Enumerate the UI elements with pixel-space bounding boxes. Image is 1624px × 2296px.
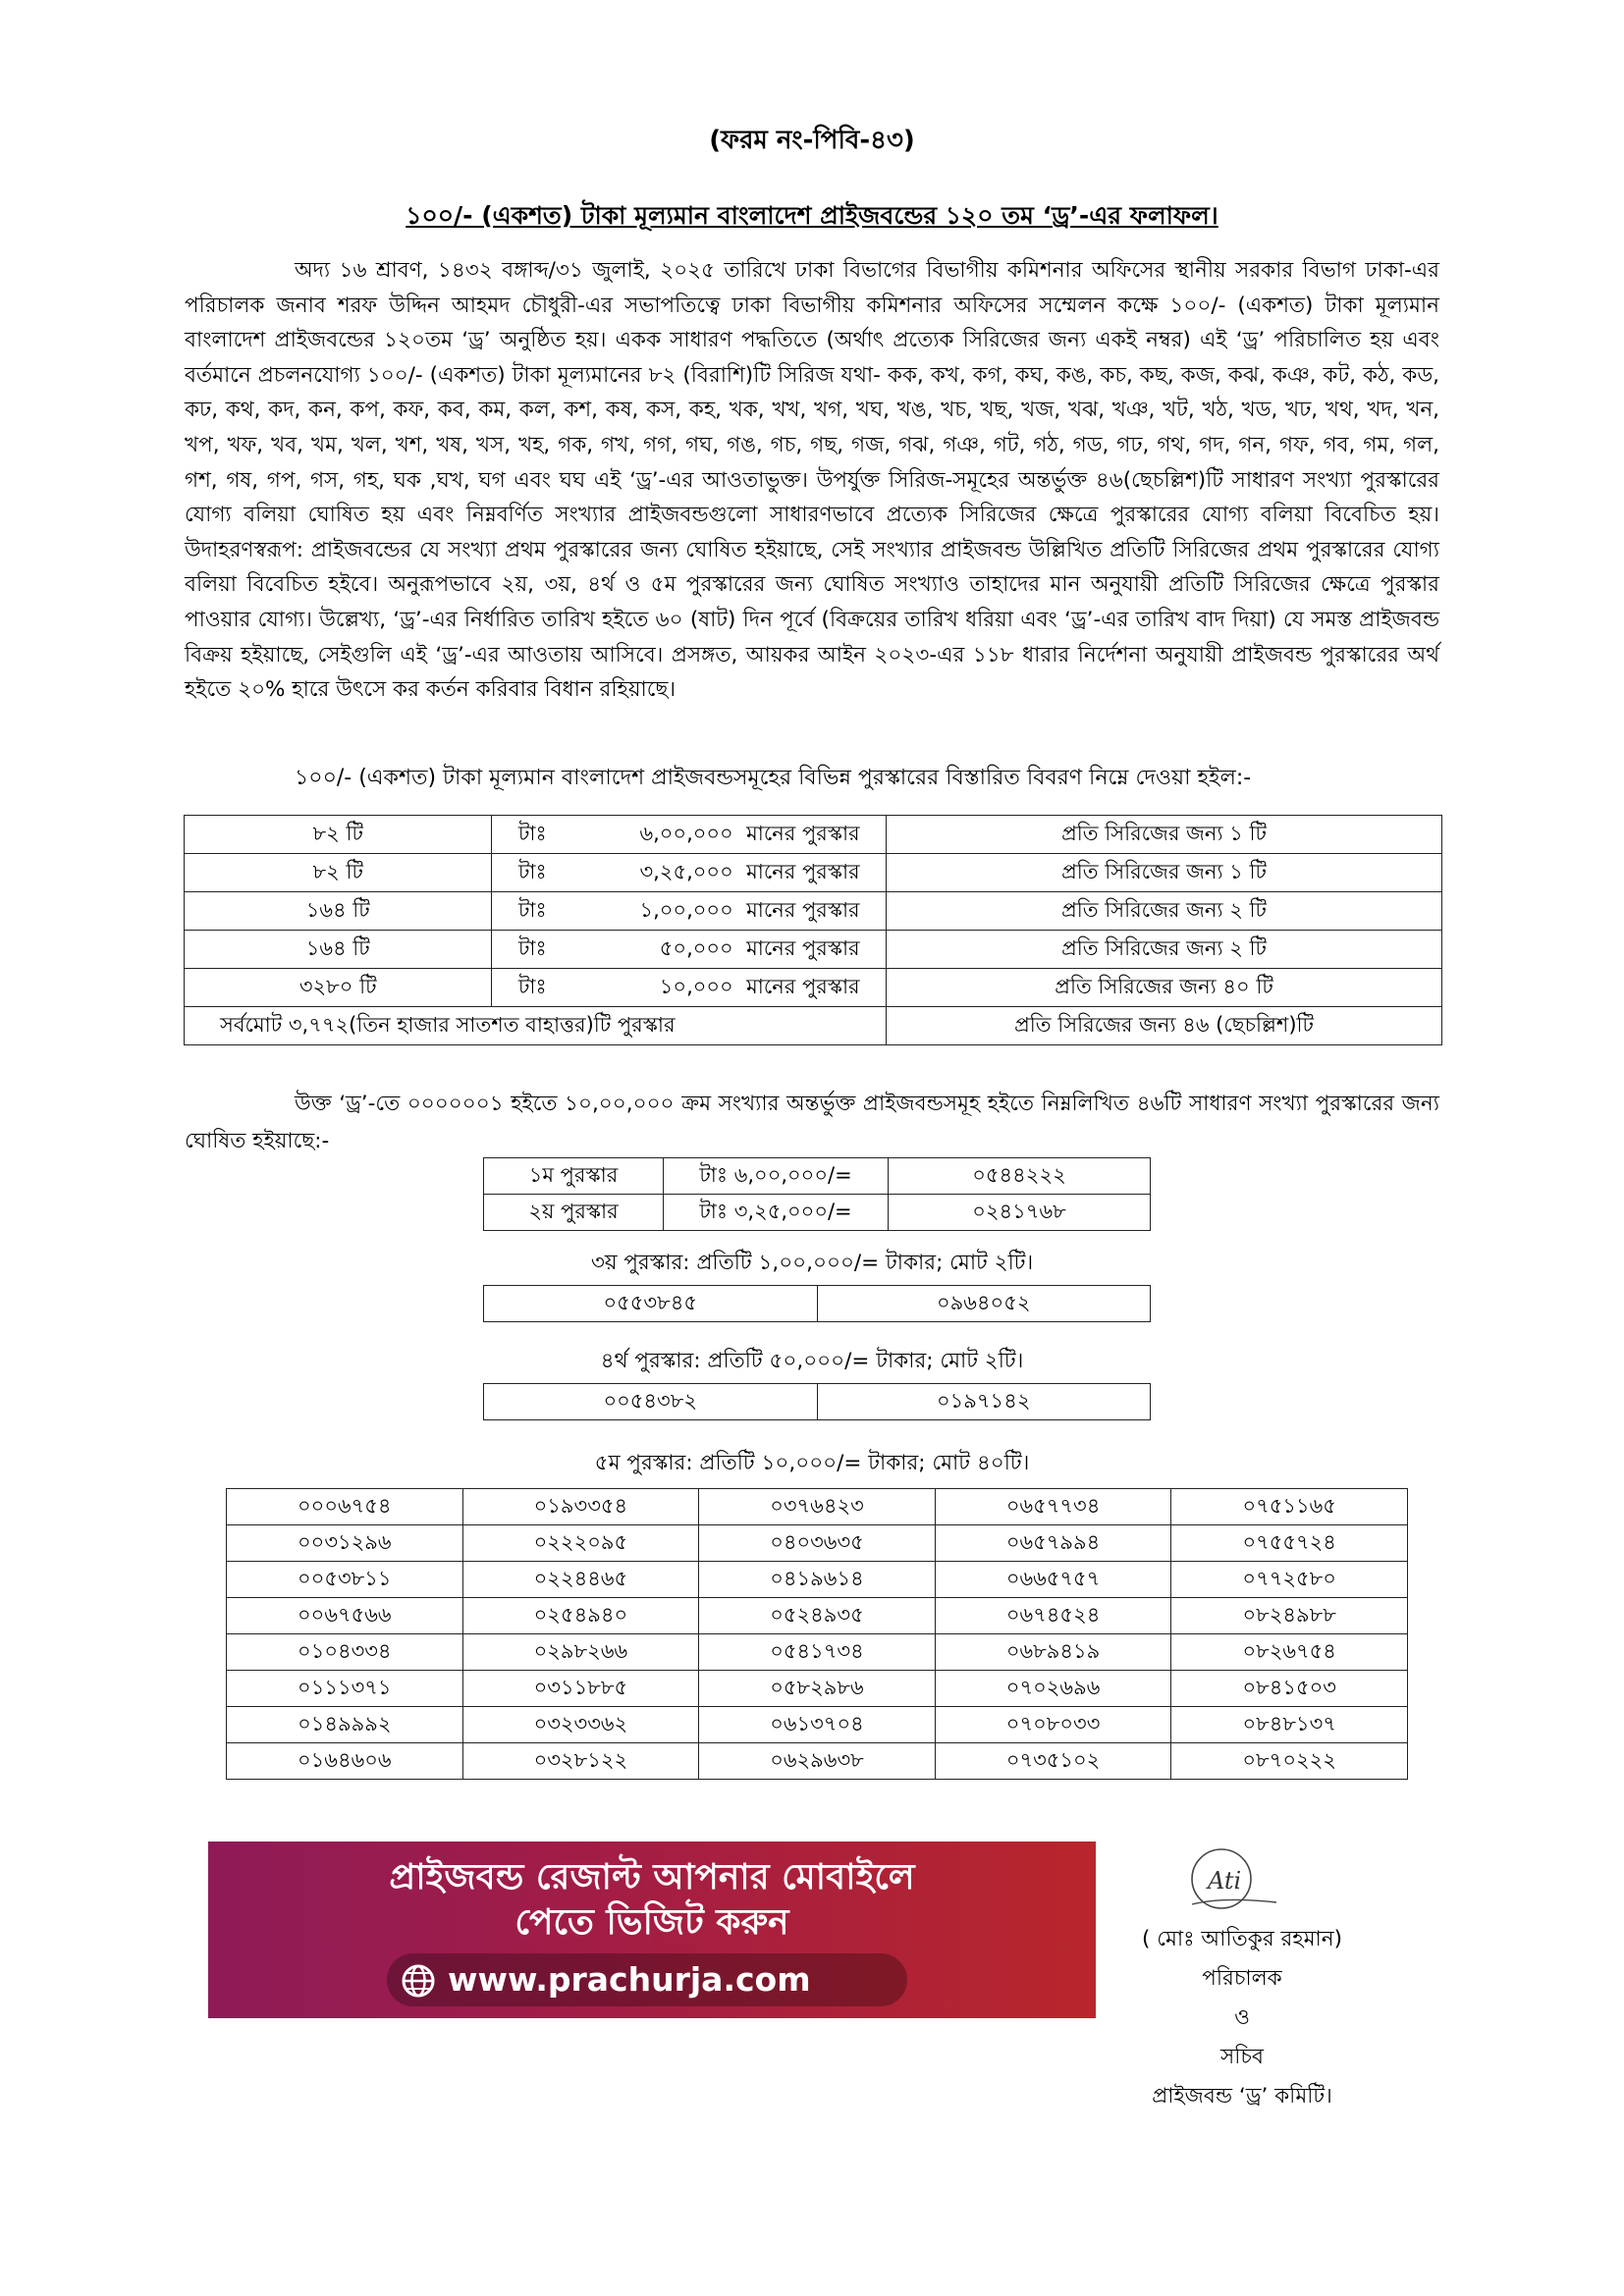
per-series-count: প্রতি সিরিজের জন্য ২ টি bbox=[887, 931, 1442, 969]
fourth-prize-table bbox=[483, 1383, 1151, 1420]
prize-number: ০৫২৪৯৩৫ bbox=[699, 1598, 936, 1634]
per-series-count: প্রতি সিরিজের জন্য ৪০ টি bbox=[887, 969, 1442, 1007]
fourth-prize-caption: ৪র্থ পুরস্কার: প্রতিটি ৫০,০০০/= টাকার; মোট ২টি। bbox=[600, 1349, 1024, 1373]
table-row bbox=[185, 816, 1442, 854]
banner-url-link[interactable]: www.prachurja.com bbox=[448, 1960, 811, 1999]
prize-count: ১৬৪ টি bbox=[185, 931, 492, 969]
fifth-prize-table bbox=[226, 1488, 1408, 1780]
prize-number: ০৫৫৩৮৪৫ bbox=[484, 1286, 818, 1322]
prize-number: ০১০৪৩৩৪ bbox=[227, 1634, 463, 1671]
prize-count: ৮২ টি bbox=[185, 816, 492, 854]
table-row bbox=[227, 1562, 1408, 1598]
prize-number: ০৫৮২৯৮৬ bbox=[699, 1671, 936, 1707]
prize-number: ০৬৫৭৯৯৪ bbox=[935, 1525, 1171, 1562]
prize-summary-table bbox=[184, 815, 1442, 1045]
table-row bbox=[227, 1489, 1408, 1525]
prize-detail-intro: ১০০/- (একশত) টাকা মূল্যমান বাংলাদেশ প্রাইজবন্ডসমূহের বিভিন্ন পুরস্কারের বিস্তারিত বিবরণ নিম্নে দেওয়া হইল:- bbox=[295, 766, 1252, 790]
prize-number: ০৪০৩৬৩৫ bbox=[699, 1525, 936, 1562]
prize-number: ০২২২০৯৫ bbox=[462, 1525, 699, 1562]
prize-number: ০২৪১৭৬৮ bbox=[889, 1195, 1151, 1231]
fifth-prize-caption: ৫ম পুরস্কার: প্রতিটি ১০,০০০/= টাকার; মোট ৪০টি। bbox=[594, 1451, 1030, 1475]
prize-number: ০৩২৩৩৬২ bbox=[462, 1707, 699, 1743]
prize-number: ০২৯৮২৬৬ bbox=[462, 1634, 699, 1671]
prize-number: ০১৬৪৬০৬ bbox=[227, 1743, 463, 1780]
table-row bbox=[484, 1286, 1151, 1322]
prize-number: ০১৯৩৩৫৪ bbox=[462, 1489, 699, 1525]
prize-value: টাঃ ৬,০০,০০০ মানের পুরস্কার bbox=[492, 816, 887, 854]
total-per-series: প্রতি সিরিজের জন্য ৪৬ (ছেচল্লিশ)টি bbox=[887, 1007, 1442, 1045]
per-series-count: প্রতি সিরিজের জন্য ১ টি bbox=[887, 854, 1442, 892]
prize-count: ৮২ টি bbox=[185, 854, 492, 892]
prize-number: ০৬১৩৭০৪ bbox=[699, 1707, 936, 1743]
prize-number: ০৬৮৯৪১৯ bbox=[935, 1634, 1171, 1671]
per-series-count: প্রতি সিরিজের জন্য ২ টি bbox=[887, 892, 1442, 931]
prize-count: ৩২৮০ টি bbox=[185, 969, 492, 1007]
prize-number: ০৭৩৫১০২ bbox=[935, 1743, 1171, 1780]
prize-value: টাঃ ১০,০০০ মানের পুরস্কার bbox=[492, 969, 887, 1007]
prize-number: ০৩৭৬৪২৩ bbox=[699, 1489, 936, 1525]
table-row bbox=[227, 1671, 1408, 1707]
table-row bbox=[484, 1384, 1151, 1420]
globe-icon bbox=[401, 1963, 436, 1999]
prize-number: ০৬৭৪৫২৪ bbox=[935, 1598, 1171, 1634]
prize-number: ০০৫৪৩৮২ bbox=[484, 1384, 818, 1420]
prize-number: ০৮২৬৭৫৪ bbox=[1171, 1634, 1408, 1671]
first-second-prize-table bbox=[483, 1157, 1151, 1231]
prize-amount: টাঃ ৬,০০,০০০/= bbox=[664, 1158, 889, 1195]
table-row bbox=[227, 1525, 1408, 1562]
prize-number: ০৯৬৪০৫২ bbox=[817, 1286, 1151, 1322]
table-row bbox=[227, 1743, 1408, 1780]
table-row bbox=[185, 854, 1442, 892]
prize-value: টাঃ ১,০০,০০০ মানের পুরস্কার bbox=[492, 892, 887, 931]
prize-number: ০১৯৭১৪২ bbox=[817, 1384, 1151, 1420]
table-row bbox=[227, 1634, 1408, 1671]
prize-value: টাঃ ৩,২৫,০০০ মানের পুরস্কার bbox=[492, 854, 887, 892]
prize-number: ০৮৪৮১৩৭ bbox=[1171, 1707, 1408, 1743]
prize-value: টাঃ ৫০,০০০ মানের পুরস্কার bbox=[492, 931, 887, 969]
third-prize-table bbox=[483, 1285, 1151, 1322]
third-prize-caption: ৩য় পুরস্কার: প্রতিটি ১,০০,০০০/= টাকার; মোট ২টি। bbox=[590, 1251, 1034, 1275]
banner-headline: প্রাইজবন্ড রেজাল্ট আপনার মোবাইলে পেতে ভিজিট করুন bbox=[389, 1857, 915, 1943]
prize-number: ০০৩১২৯৬ bbox=[227, 1525, 463, 1562]
prize-count: ১৬৪ টি bbox=[185, 892, 492, 931]
prize-number: ০০০৬৭৫৪ bbox=[227, 1489, 463, 1525]
prize-number: ০০৬৭৫৬৬ bbox=[227, 1598, 463, 1634]
prize-number: ০৫৪১৭৩৪ bbox=[699, 1634, 936, 1671]
signatory-designation: পরিচালক bbox=[1202, 1966, 1282, 1991]
signatory-conjunction: ও bbox=[1234, 2005, 1250, 2030]
prize-number: ০৫৪৪২২২ bbox=[889, 1158, 1151, 1195]
draw-description-paragraph: অদ্য ১৬ শ্রাবণ, ১৪৩২ বঙ্গাব্দ/৩১ জুলাই, ২০২৫ তারিখে ঢাকা বিভাগের বিভাগীয় কমিশনার অফিসের স্থানীয় সরকার বিভাগ ঢাকা-এর পরিচালক জনাব শরফ উদ্দিন আহমদ চৌধুরী-এর সভাপতিত্বে ঢাকা বিভাগীয় কমিশনার অফিসের সম্মেলন কক্ষে ১০০/- (একশত) টাকা মূল্যমান বাংলাদেশ প্রাইজবন্ডের ১২০তম ‘ড্র’ অনুষ্ঠিত হয়। একক সাধারণ পদ্ধতিতে (অর্থাৎ প্রত্যেক সিরিজের জন্য একই নম্বর) এই ‘ড্র’ পরিচালিত হয় এবং বর্তমানে প্রচলনযোগ্য ১০০/- (একশত) টাকা মূল্যমানের ৮২ (বিরাশি)টি সিরিজ যথা- কক, কখ, কগ, কঘ, কঙ, কচ, কছ, কজ, কঝ, কঞ, কট, কঠ, কড, কঢ, কথ, কদ, কন, কপ, কফ, কব, কম, কল, কশ, কষ, কস, কহ, খক, খখ, খগ, খঘ, খঙ, খচ, খছ, খজ, খঝ, খঞ, খট, খঠ, খড, খঢ, খথ, খদ, খন, খপ, খফ, খব, খম, খল, খশ, খষ, খস, খহ, গক, গখ, গগ, গঘ, গঙ, গচ, গছ, গজ, গঝ, গঞ, গট, গঠ, গড, গঢ, গথ, গদ, গন, গফ, গব, গম, গল, গশ, গষ, গপ, গস, গহ, ঘক ,ঘখ, ঘগ এবং ঘঘ এই ‘ড্র’-এর আওতাভুক্ত। উপর্যুক্ত সিরিজ-সমূহের অন্তর্ভুক্ত ৪৬(ছেচল্লিশ)টি সাধারণ সংখ্যা পুরস্কারের যোগ্য বলিয়া ঘোষিত হয় এবং নিম্নবর্ণিত সংখ্যার প্রাইজবন্ডগুলো সাধারণভাবে প্রত্যেক সিরিজের ক্ষেত্রে পুরস্কারের যোগ্য বলিয়া বিবেচিত হয়। উদাহরণস্বরূপ: প্রাইজবন্ডের যে সংখ্যা প্রথম পুরস্কারের জন্য ঘোষিত হইয়াছে, সেই সংখ্যার প্রাইজবন্ড উল্লিখিত প্রতিটি সিরিজের প্রথম পুরস্কারের যোগ্য বলিয়া বিবেচিত হইবে। অনুরূপভাবে ২য়, ৩য়, ৪র্থ ও ৫ম পুরস্কারের জন্য ঘোষিত সংখ্যাও তাহাদের মান অনুযায়ী প্রতিটি সিরিজের ক্ষেত্রে পুরস্কার পাওয়ার যোগ্য। উল্লেখ্য, ‘ড্র’-এর নির্ধারিত তারিখ হইতে ৬০ (ষাট) দিন পূর্বে (বিক্রয়ের তারিখ ধরিয়া এবং ‘ড্র’-এর তারিখ বাদ দিয়া) যে সমস্ত প্রাইজবন্ড বিক্রয় হইয়াছে, সেইগুলি এই ‘ড্র’-এর আওতায় আসিবে। প্রসঙ্গত, আয়কর আইন ২০২৩-এর ১১৮ ধারার নির্দেশনা অনুযায়ী প্রাইজবন্ড পুরস্কারের অর্থ হইতে ২০% হারে উৎসে কর কর্তন করিবার বিধান রহিয়াছে। bbox=[185, 258, 1439, 703]
total-prizes: সর্বমোট ৩,৭৭২(তিন হাজার সাতশত বাহাত্তর)টি পুরস্কার bbox=[185, 1007, 887, 1045]
signatory-name: ( মোঃ আতিকুর রহমান) bbox=[1142, 1927, 1342, 1951]
prize-rank: ১ম পুরস্কার bbox=[484, 1158, 664, 1195]
winners-intro: উক্ত ‘ড্র’-তে ০০০০০০১ হইতে ১০,০০,০০০ ক্রম সংখ্যার অন্তর্ভুক্ত প্রাইজবন্ডসমূহ হইতে নিম্নলিখিত ৪৬টি সাধারণ সংখ্যা পুরস্কারের জন্য ঘোষিত হইয়াছে:- bbox=[185, 1092, 1439, 1153]
prize-number: ০৮৭০২২২ bbox=[1171, 1743, 1408, 1780]
prize-number: ০৮২৪৯৮৮ bbox=[1171, 1598, 1408, 1634]
signatory-committee: প্রাইজবন্ড ‘ড্র’ কমিটি। bbox=[1152, 2084, 1332, 2109]
prize-number: ০১১১৩৭১ bbox=[227, 1671, 463, 1707]
table-row bbox=[227, 1598, 1408, 1634]
prize-number: ০৭৫৫৭২৪ bbox=[1171, 1525, 1408, 1562]
prize-number: ০৭০৮০৩৩ bbox=[935, 1707, 1171, 1743]
prize-number: ০৬৫৭৭৩৪ bbox=[935, 1489, 1171, 1525]
prize-number: ০৭০২৬৯৬ bbox=[935, 1671, 1171, 1707]
prize-number: ০৬৬৫৭৫৭ bbox=[935, 1562, 1171, 1598]
table-row bbox=[484, 1195, 1151, 1231]
prize-number: ০৭৭২৫৮০ bbox=[1171, 1562, 1408, 1598]
prize-number: ০১৪৯৯৯২ bbox=[227, 1707, 463, 1743]
prize-rank: ২য় পুরস্কার bbox=[484, 1195, 664, 1231]
prize-number: ০৪১৯৬১৪ bbox=[699, 1562, 936, 1598]
form-number: (ফরম নং-পিবি-৪৩) bbox=[709, 126, 915, 155]
prize-number: ০২২৪৪৬৫ bbox=[462, 1562, 699, 1598]
prize-number: ০০৫৩৮১১ bbox=[227, 1562, 463, 1598]
signature-image bbox=[1174, 1845, 1282, 1920]
prize-number: ০৭৫১১৬৫ bbox=[1171, 1489, 1408, 1525]
page-title: ১০০/- (একশত) টাকা মূল্যমান বাংলাদেশ প্রাইজবন্ডের ১২০ তম ‘ড্র’-এর ফলাফল। bbox=[406, 201, 1218, 230]
prize-number: ০৩১১৮৮৫ bbox=[462, 1671, 699, 1707]
table-row bbox=[185, 931, 1442, 969]
prize-amount: টাঃ ৩,২৫,০০০/= bbox=[664, 1195, 889, 1231]
signatory-designation-secretary: সচিব bbox=[1220, 2045, 1264, 2069]
table-row bbox=[484, 1158, 1151, 1195]
promo-banner[interactable] bbox=[208, 1842, 1096, 2018]
prize-number: ০৮৪১৫০৩ bbox=[1171, 1671, 1408, 1707]
prize-number: ০৬২৯৬৩৮ bbox=[699, 1743, 936, 1780]
per-series-count: প্রতি সিরিজের জন্য ১ টি bbox=[887, 816, 1442, 854]
table-row-total bbox=[185, 1007, 1442, 1045]
prize-number: ০২৫৪৯৪০ bbox=[462, 1598, 699, 1634]
prize-number: ০৩২৮১২২ bbox=[462, 1743, 699, 1780]
table-row bbox=[185, 969, 1442, 1007]
svg-text:Ati: Ati bbox=[1208, 1867, 1242, 1895]
table-row bbox=[227, 1707, 1408, 1743]
table-row bbox=[185, 892, 1442, 931]
